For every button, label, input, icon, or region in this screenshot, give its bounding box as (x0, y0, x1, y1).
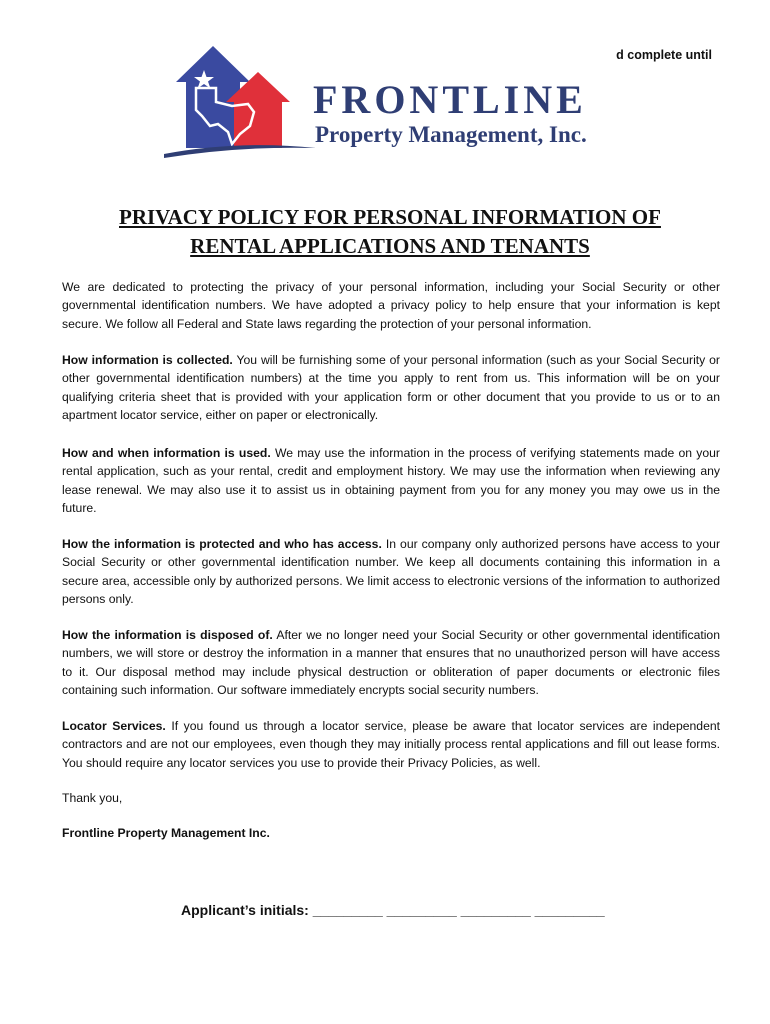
title-line-2: RENTAL APPLICATIONS AND TENANTS (190, 234, 590, 258)
section-text: If you found us through a locator service, please be aware that locator services are independent contractors and are not our employees, even though they may initially process rental applications and fill out lease forms. You should require any locator services you use to provide their Privacy Policies, as well. (62, 719, 721, 770)
section-disposed (62, 626, 720, 699)
thank-you-text: Thank you, (62, 791, 123, 805)
section-text: We may use the information in the process of verifying statements made on your rental application, such as your rental, credit and employment history. We may use the information when reviewing any lease renewal. We may also use it to assist us in obtaining payment from you for any money you may owe us in the future. (62, 446, 720, 515)
section-locator (62, 717, 720, 772)
title-line-1: PRIVACY POLICY FOR PERSONAL INFORMATION OF (119, 205, 661, 229)
section-used (62, 444, 720, 517)
company-logo (158, 40, 628, 165)
signoff-company: Frontline Property Management Inc. (62, 826, 270, 840)
section-heading: Locator Services. (62, 719, 166, 733)
section-text: After we no longer need your Social Security or other governmental identification numbers, we will store or destroy the information in a manner that ensures that no unauthorized person will have access to it. Our disposal method may include physical destruction or obliteration of paper documents or electronic files containing such information. Our software immediately encrypts social security numbers. (62, 628, 720, 697)
section-heading: How information is collected. (62, 353, 233, 367)
logo-company-name: FRONTLINE (313, 77, 587, 122)
section-heading: How the information is disposed of. (62, 628, 273, 642)
intro-paragraph: We are dedicated to protecting the privacy of your personal information, including your Social Security or other governmental identification numbers. We have adopted a privacy policy to help ensure that your information is kept secure. We follow all Federal and State laws regarding the protection of your personal information. (62, 280, 720, 331)
logo-company-subtitle: Property Management, Inc. (315, 122, 587, 147)
applicant-initials-field[interactable]: Applicant’s initials: _________ _________ _________ _________ (181, 902, 605, 918)
section-collected (62, 351, 720, 424)
section-text: In our company only authorized persons have access to your Social Security or other governmental identification number. We keep all documents containing this information in a secure area, accessible only by authorized persons. We limit access to electronic versions of the information to authorized persons only. (62, 537, 721, 606)
section-protected (62, 535, 720, 608)
section-heading: How and when information is used. (62, 446, 271, 460)
section-heading: How the information is protected and who has access. (62, 537, 382, 551)
corner-note: d complete until (616, 48, 712, 62)
document-title (62, 203, 718, 261)
house-logo-icon (158, 40, 318, 165)
section-text: You will be furnishing some of your personal information (such as your Social Security or other governmental identification numbers) at the time you apply to rent from us. This information will be on your qualifying criteria sheet that is provided with your application form or other document that you provide to us or to an apartment locator service, either on paper or electronically. (62, 353, 720, 422)
